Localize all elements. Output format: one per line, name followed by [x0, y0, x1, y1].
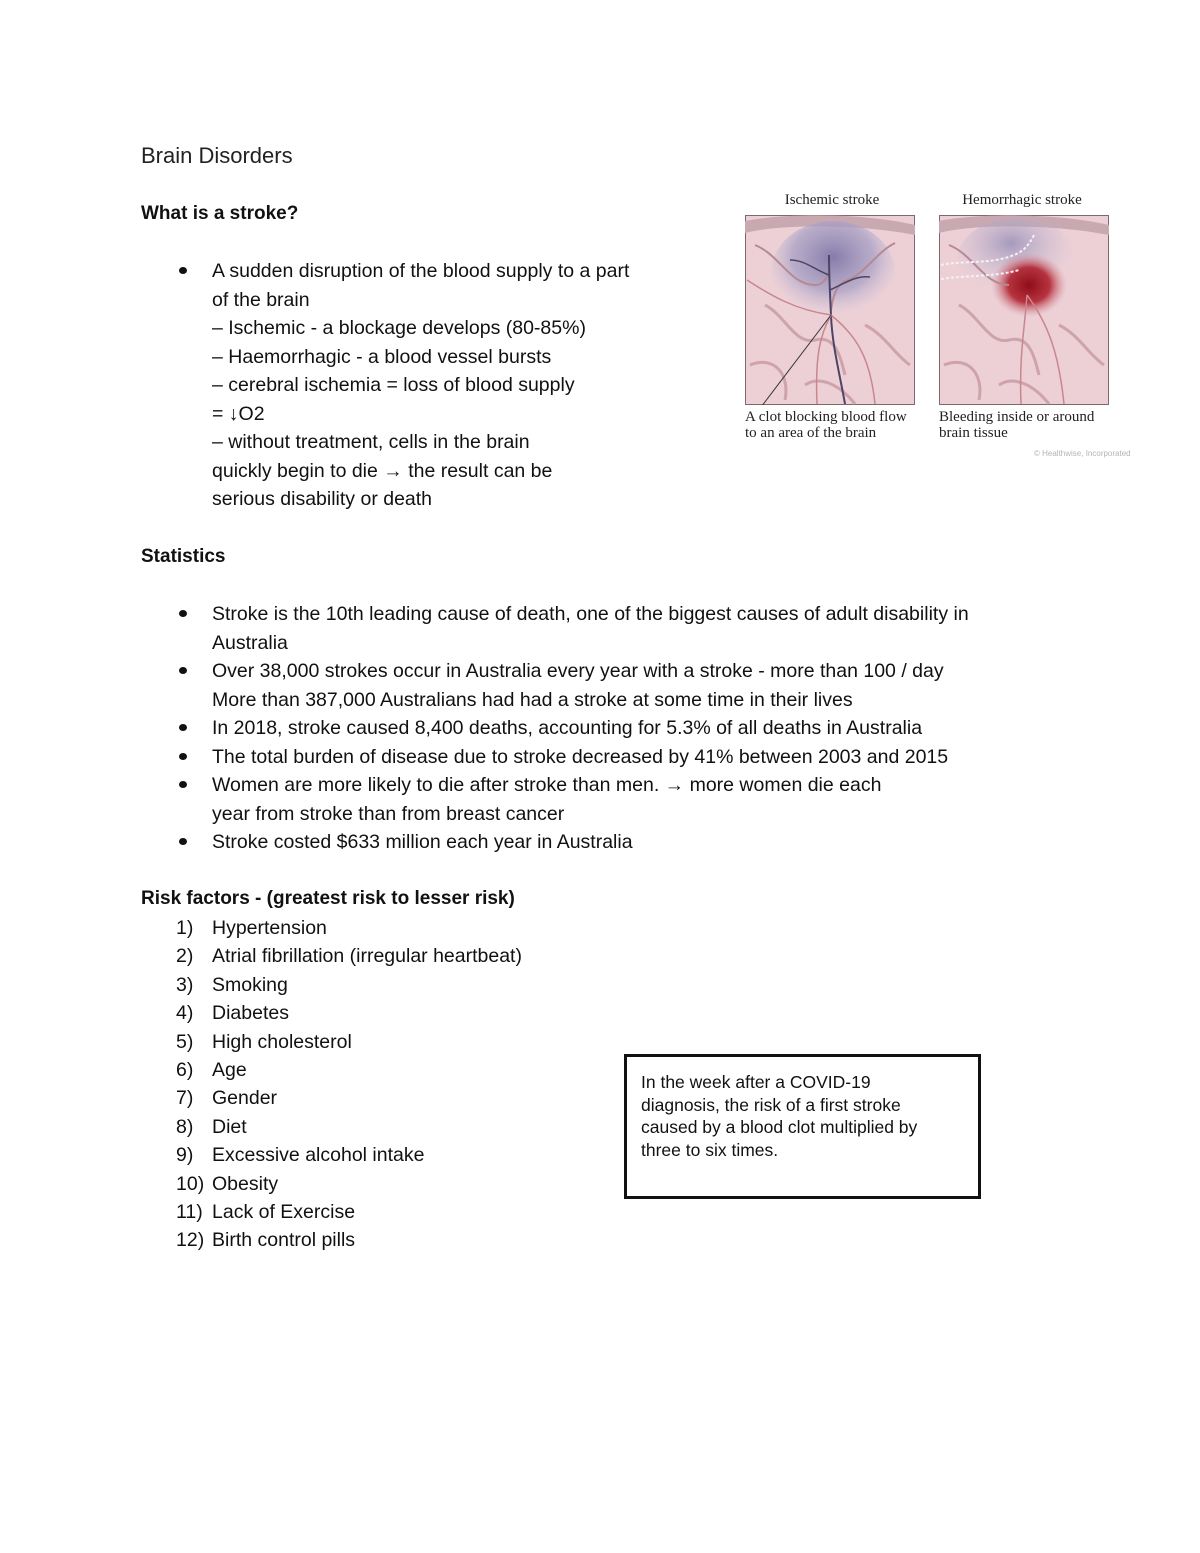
item-number: 4)	[176, 1002, 194, 1025]
stroke-line: A sudden disruption of the blood supply to a part	[212, 260, 630, 282]
stroke-line: of the brain	[212, 288, 310, 311]
risk-factor: Smoking	[212, 973, 288, 996]
stat-line: Women are more likely to die after stroke than men. → more women die each	[212, 774, 882, 796]
risk-factors-heading: Risk factors - (greatest risk to lesser risk)	[141, 888, 515, 909]
risk-factor: Age	[212, 1058, 247, 1081]
item-number: 12)	[176, 1229, 205, 1252]
stat-line: Over 38,000 strokes occur in Australia every year with a stroke - more than 100 / day	[212, 660, 944, 682]
stat-line: year from stroke than from breast cancer	[212, 802, 565, 825]
bullet-icon	[179, 724, 187, 731]
document-title: Brain Disorders	[141, 143, 293, 168]
statistics-list	[0, 600, 969, 857]
hemorrhagic-caption	[939, 409, 1094, 441]
item-number: 3)	[176, 973, 194, 996]
caption-line: A clot blocking blood flow	[745, 409, 907, 425]
stroke-heading: What is a stroke?	[141, 203, 299, 224]
risk-factor: Atrial fibrillation (irregular heartbeat)	[212, 945, 522, 968]
stroke-line: quickly begin to die → the result can be	[212, 459, 553, 482]
item-number: 8)	[176, 1115, 194, 1138]
risk-factor: Birth control pills	[212, 1229, 356, 1252]
image-credit: © Healthwise, Incorporated	[1034, 449, 1131, 458]
risk-factor: Excessive alcohol intake	[212, 1144, 425, 1167]
bullet-icon	[179, 667, 187, 674]
list-item	[0, 771, 969, 828]
stat-line: Stroke is the 10th leading cause of death, one of the biggest causes of adult disability in	[212, 603, 969, 625]
caption-line: brain tissue	[939, 425, 1008, 441]
list-item	[0, 257, 629, 514]
risk-factor: Lack of Exercise	[212, 1200, 356, 1223]
ischemic-caption	[745, 409, 907, 441]
list-item	[0, 714, 969, 743]
list-item	[0, 657, 969, 714]
stroke-line: = ↓O2	[212, 402, 265, 425]
risk-factor: Hypertension	[212, 917, 327, 939]
bullet-icon	[179, 838, 187, 845]
bullet-icon	[179, 781, 187, 788]
statistics-heading: Statistics	[141, 546, 226, 567]
ischemic-brain-illustration	[745, 215, 915, 405]
stroke-definition-list	[0, 257, 629, 514]
ischemic-title: Ischemic stroke	[784, 192, 880, 208]
list-item	[0, 600, 969, 657]
risk-factor: High cholesterol	[212, 1030, 352, 1053]
stroke-line: – Ischemic - a blockage develops (80-85%)	[212, 317, 586, 339]
callout-line: diagnosis, the risk of a first stroke	[641, 1094, 901, 1115]
stroke-types-figure	[740, 190, 1132, 462]
covid-callout-box	[624, 1054, 981, 1199]
item-number: 5)	[176, 1030, 194, 1053]
bullet-icon	[179, 267, 187, 274]
item-number: 6)	[176, 1058, 194, 1081]
bullet-icon	[179, 753, 187, 760]
caption-line: Bleeding inside or around	[939, 409, 1095, 425]
bullet-icon	[179, 610, 187, 617]
risk-factor: Diet	[212, 1115, 247, 1138]
item-number: 2)	[176, 945, 194, 968]
risk-factor: Obesity	[212, 1172, 279, 1195]
list-item	[0, 828, 969, 857]
hemorrhagic-brain-illustration	[939, 215, 1109, 405]
item-number: 9)	[176, 1144, 194, 1167]
list-item	[0, 743, 969, 772]
stat-line: More than 387,000 Australians had had a stroke at some time in their lives	[212, 688, 853, 711]
stroke-line: – cerebral ischemia = loss of blood supply	[212, 374, 575, 396]
risk-factor: Diabetes	[212, 1002, 289, 1025]
item-number: 1)	[176, 917, 194, 939]
stroke-line: – without treatment, cells in the brain	[212, 431, 530, 453]
stat-line: The total burden of disease due to stroke decreased by 41% between 2003 and 2015	[212, 745, 949, 768]
stroke-line: serious disability or death	[212, 488, 433, 510]
callout-line: caused by a blood clot multiplied by	[641, 1117, 918, 1137]
stat-line: In 2018, stroke caused 8,400 deaths, accounting for 5.3% of all deaths in Australia	[212, 717, 923, 739]
stat-line: Australia	[212, 631, 288, 654]
stat-line: Stroke costed $633 million each year in Australia	[212, 831, 633, 853]
item-number: 10)	[176, 1172, 205, 1195]
callout-line: In the week after a COVID-19	[641, 1072, 871, 1092]
stroke-line: – Haemorrhagic - a blood vessel bursts	[212, 345, 552, 368]
callout-line: three to six times.	[641, 1139, 779, 1160]
caption-line: to an area of the brain	[745, 425, 877, 441]
item-number: 7)	[176, 1087, 194, 1110]
risk-factor: Gender	[212, 1087, 278, 1110]
item-number: 11)	[176, 1200, 203, 1223]
hemorrhagic-title: Hemorrhagic stroke	[962, 192, 1082, 208]
